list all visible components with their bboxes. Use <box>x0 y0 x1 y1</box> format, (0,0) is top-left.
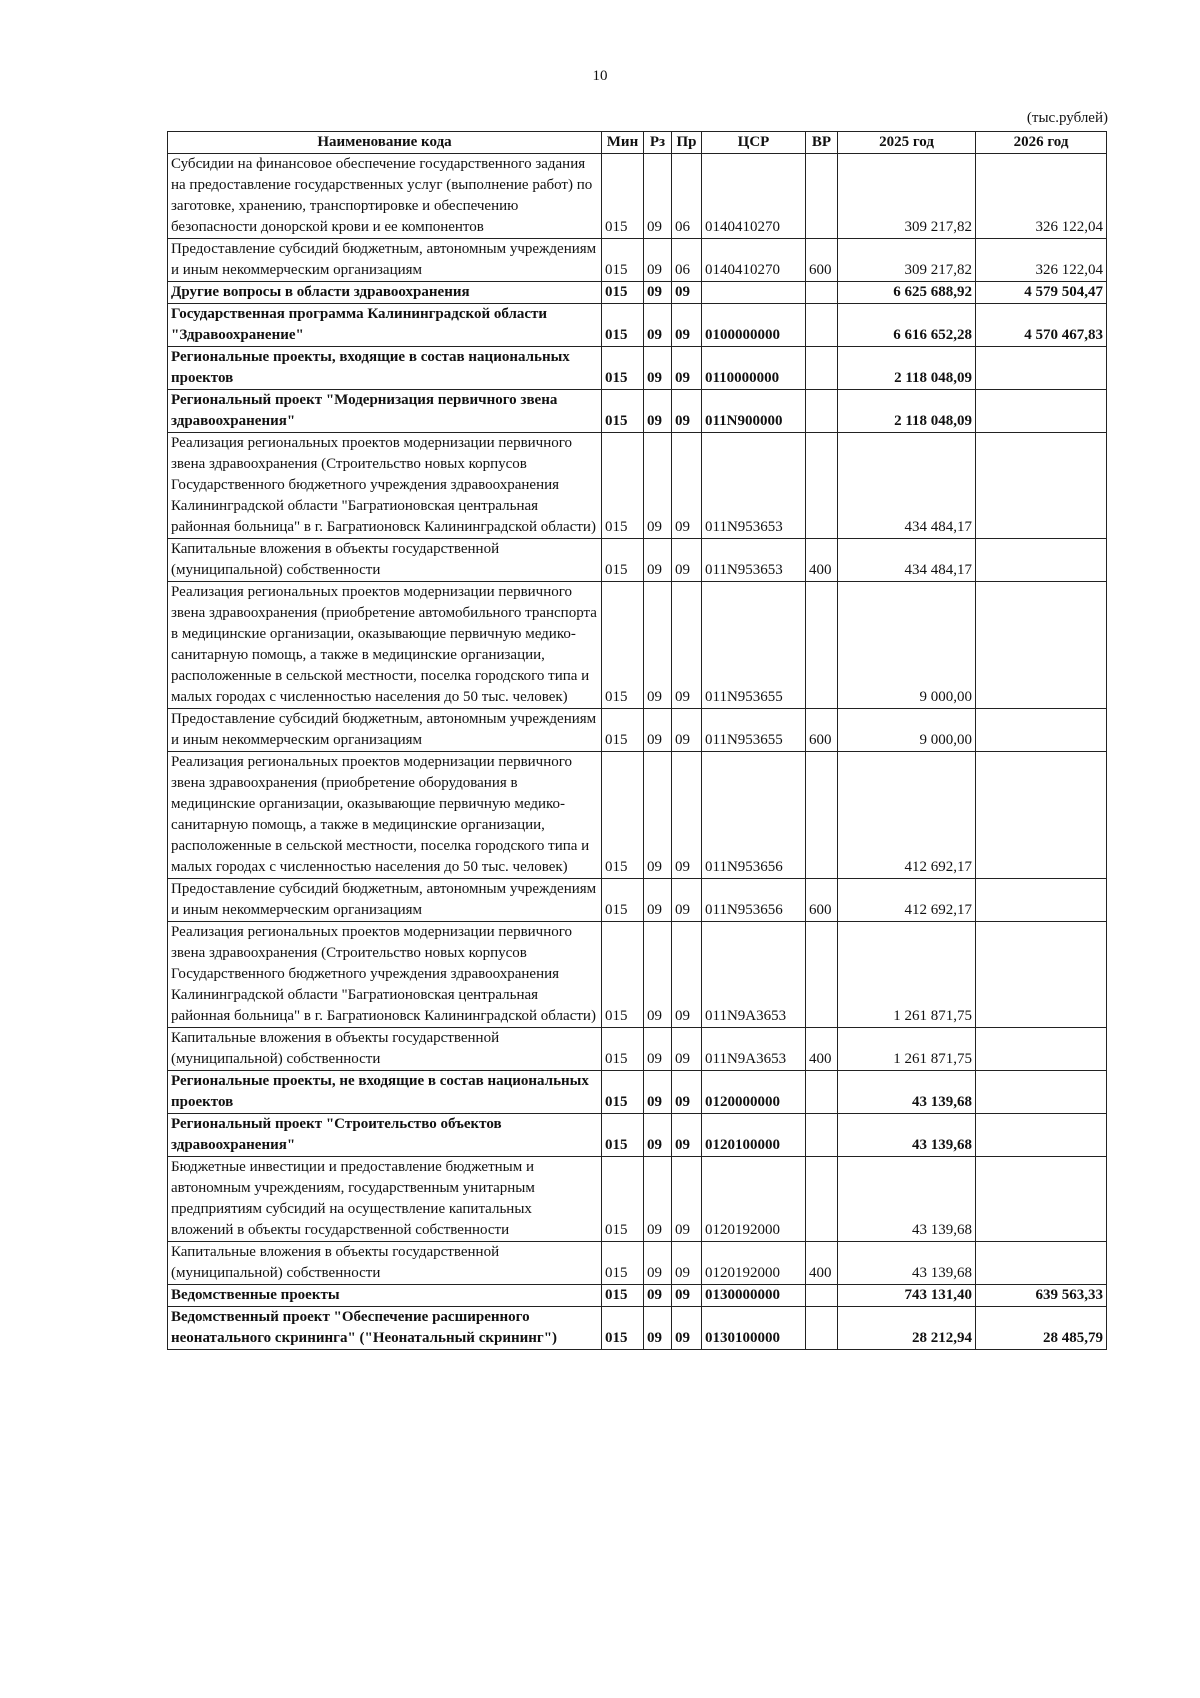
cell-vr <box>806 390 838 433</box>
cell-name: Региональный проект "Модернизация первичного звена здравоохранения" <box>168 390 602 433</box>
table-row <box>168 239 1107 282</box>
cell-min: 015 <box>602 433 644 539</box>
cell-vr: 400 <box>806 1028 838 1071</box>
cell-vr: 400 <box>806 1242 838 1285</box>
cell-csr: 011N953655 <box>702 582 806 709</box>
table-row <box>168 304 1107 347</box>
budget-table <box>167 131 1107 1350</box>
cell-min: 015 <box>602 879 644 922</box>
cell-rz: 09 <box>644 433 672 539</box>
cell-name: Реализация региональных проектов модернизации первичного звена здравоохранения (приобретение оборудования в медицинские организации, оказывающие первичную медико-санитарную помощь, а также в медицинские организации, расположенные в сельской местности, поселка городского типа и малых городах с численностью населения до 50 тыс. человек) <box>168 752 602 879</box>
cell-2025: 743 131,40 <box>838 1285 976 1307</box>
table-row <box>168 1242 1107 1285</box>
cell-vr <box>806 1307 838 1350</box>
cell-min: 015 <box>602 922 644 1028</box>
table-body <box>168 154 1107 1350</box>
cell-vr <box>806 282 838 304</box>
cell-min: 015 <box>602 752 644 879</box>
cell-rz: 09 <box>644 347 672 390</box>
cell-2026 <box>976 1157 1107 1242</box>
cell-pr: 09 <box>672 709 702 752</box>
cell-rz: 09 <box>644 304 672 347</box>
cell-csr: 0130100000 <box>702 1307 806 1350</box>
page-number: 10 <box>592 68 608 84</box>
cell-2025: 43 139,68 <box>838 1114 976 1157</box>
cell-rz: 09 <box>644 1242 672 1285</box>
cell-pr: 09 <box>672 1285 702 1307</box>
cell-rz: 09 <box>644 390 672 433</box>
cell-rz: 09 <box>644 709 672 752</box>
cell-min: 015 <box>602 390 644 433</box>
cell-vr: 600 <box>806 239 838 282</box>
cell-2026 <box>976 1071 1107 1114</box>
cell-2025: 6 625 688,92 <box>838 282 976 304</box>
cell-2026: 4 570 467,83 <box>976 304 1107 347</box>
col-header-rz: Рз <box>644 132 672 154</box>
cell-min: 015 <box>602 582 644 709</box>
cell-vr <box>806 433 838 539</box>
cell-pr: 09 <box>672 539 702 582</box>
cell-2025: 1 261 871,75 <box>838 1028 976 1071</box>
cell-csr: 011N953653 <box>702 539 806 582</box>
cell-pr: 09 <box>672 282 702 304</box>
cell-2025: 309 217,82 <box>838 239 976 282</box>
table-row <box>168 1285 1107 1307</box>
cell-csr <box>702 282 806 304</box>
cell-2026 <box>976 709 1107 752</box>
cell-2026: 326 122,04 <box>976 154 1107 239</box>
cell-csr: 011N953655 <box>702 709 806 752</box>
cell-vr <box>806 154 838 239</box>
cell-pr: 09 <box>672 390 702 433</box>
cell-pr: 09 <box>672 879 702 922</box>
units-label: (тыс.рублей) <box>1026 110 1108 126</box>
cell-rz: 09 <box>644 1114 672 1157</box>
cell-2025: 309 217,82 <box>838 154 976 239</box>
cell-name: Ведомственный проект "Обеспечение расширенного неонатального скрининга" ("Неонатальный скрининг") <box>168 1307 602 1350</box>
cell-csr: 0130000000 <box>702 1285 806 1307</box>
cell-vr <box>806 304 838 347</box>
cell-csr: 0120100000 <box>702 1114 806 1157</box>
cell-pr: 09 <box>672 1071 702 1114</box>
cell-min: 015 <box>602 154 644 239</box>
cell-pr: 09 <box>672 1307 702 1350</box>
cell-2026 <box>976 752 1107 879</box>
cell-2026 <box>976 879 1107 922</box>
cell-pr: 09 <box>672 347 702 390</box>
cell-vr <box>806 582 838 709</box>
table-row <box>168 1307 1107 1350</box>
cell-pr: 09 <box>672 1114 702 1157</box>
cell-name: Бюджетные инвестиции и предоставление бюджетным и автономным учреждениям, государственным унитарным предприятиям субсидий на осуществление капитальных вложений в объекты государственной собственности <box>168 1157 602 1242</box>
table-row <box>168 539 1107 582</box>
cell-pr: 09 <box>672 752 702 879</box>
cell-2026 <box>976 433 1107 539</box>
cell-name: Предоставление субсидий бюджетным, автономным учреждениям и иным некоммерческим организациям <box>168 239 602 282</box>
table-row <box>168 282 1107 304</box>
cell-name: Региональные проекты, не входящие в состав национальных проектов <box>168 1071 602 1114</box>
table-row <box>168 1071 1107 1114</box>
cell-2026 <box>976 1028 1107 1071</box>
cell-name: Реализация региональных проектов модернизации первичного звена здравоохранения (приобретение автомобильного транспорта в медицинские организации, оказывающие первичную медико-санитарную помощь, а также в медицинские организации, расположенные в сельской местности, поселка городского типа и малых городах с численностью населения до 50 тыс. человек) <box>168 582 602 709</box>
cell-pr: 09 <box>672 582 702 709</box>
cell-rz: 09 <box>644 239 672 282</box>
table-row <box>168 390 1107 433</box>
cell-2026 <box>976 347 1107 390</box>
cell-name: Капитальные вложения в объекты государственной (муниципальной) собственности <box>168 1242 602 1285</box>
cell-vr <box>806 1157 838 1242</box>
cell-min: 015 <box>602 239 644 282</box>
cell-csr: 0120192000 <box>702 1242 806 1285</box>
cell-rz: 09 <box>644 582 672 709</box>
cell-name: Предоставление субсидий бюджетным, автономным учреждениям и иным некоммерческим организациям <box>168 709 602 752</box>
cell-min: 015 <box>602 1028 644 1071</box>
table-row <box>168 922 1107 1028</box>
cell-2025: 2 118 048,09 <box>838 390 976 433</box>
cell-rz: 09 <box>644 1285 672 1307</box>
table-row <box>168 582 1107 709</box>
cell-name: Капитальные вложения в объекты государственной (муниципальной) собственности <box>168 1028 602 1071</box>
cell-2025: 43 139,68 <box>838 1157 976 1242</box>
cell-name: Субсидии на финансовое обеспечение государственного задания на предоставление государственных услуг (выполнение работ) по заготовке, хранению, транспортировке и обеспечению безопасности донорской крови и ее компонентов <box>168 154 602 239</box>
table-row <box>168 1157 1107 1242</box>
cell-vr <box>806 347 838 390</box>
cell-2025: 412 692,17 <box>838 879 976 922</box>
col-header-pr: Пр <box>672 132 702 154</box>
cell-name: Предоставление субсидий бюджетным, автономным учреждениям и иным некоммерческим организациям <box>168 879 602 922</box>
table-row <box>168 1114 1107 1157</box>
cell-pr: 09 <box>672 1028 702 1071</box>
cell-min: 015 <box>602 1285 644 1307</box>
cell-pr: 09 <box>672 1242 702 1285</box>
col-header-min: Мин <box>602 132 644 154</box>
cell-pr: 06 <box>672 239 702 282</box>
cell-2026: 4 579 504,47 <box>976 282 1107 304</box>
cell-2025: 43 139,68 <box>838 1242 976 1285</box>
cell-name: Реализация региональных проектов модернизации первичного звена здравоохранения (Строительство новых корпусов Государственного бюджетного учреждения здравоохранения Калининградской области "Багратионовская центральная районная больница" в г. Багратионовск Калининградской области) <box>168 922 602 1028</box>
cell-pr: 09 <box>672 922 702 1028</box>
cell-2026 <box>976 922 1107 1028</box>
cell-csr: 011N9A3653 <box>702 922 806 1028</box>
cell-vr: 600 <box>806 879 838 922</box>
cell-2026 <box>976 582 1107 709</box>
cell-2026: 326 122,04 <box>976 239 1107 282</box>
table-row <box>168 1028 1107 1071</box>
cell-rz: 09 <box>644 539 672 582</box>
cell-2025: 2 118 048,09 <box>838 347 976 390</box>
cell-2026 <box>976 390 1107 433</box>
col-header-2025: 2025 год <box>838 132 976 154</box>
cell-csr: 011N900000 <box>702 390 806 433</box>
cell-min: 015 <box>602 539 644 582</box>
cell-vr <box>806 1114 838 1157</box>
cell-pr: 09 <box>672 1157 702 1242</box>
cell-2025: 28 212,94 <box>838 1307 976 1350</box>
cell-2025: 9 000,00 <box>838 709 976 752</box>
cell-2026 <box>976 539 1107 582</box>
cell-name: Капитальные вложения в объекты государственной (муниципальной) собственности <box>168 539 602 582</box>
cell-rz: 09 <box>644 282 672 304</box>
cell-csr: 011N9A3653 <box>702 1028 806 1071</box>
col-header-name: Наименование кода <box>168 132 602 154</box>
cell-min: 015 <box>602 1307 644 1350</box>
cell-csr: 0100000000 <box>702 304 806 347</box>
table-header-row <box>168 132 1107 154</box>
cell-2025: 1 261 871,75 <box>838 922 976 1028</box>
cell-2026: 28 485,79 <box>976 1307 1107 1350</box>
cell-name: Государственная программа Калининградской области "Здравоохранение" <box>168 304 602 347</box>
cell-vr <box>806 922 838 1028</box>
cell-min: 015 <box>602 282 644 304</box>
cell-csr: 0110000000 <box>702 347 806 390</box>
cell-2025: 434 484,17 <box>838 433 976 539</box>
cell-2025: 434 484,17 <box>838 539 976 582</box>
cell-rz: 09 <box>644 879 672 922</box>
cell-csr: 0140410270 <box>702 154 806 239</box>
cell-min: 015 <box>602 1157 644 1242</box>
cell-min: 015 <box>602 304 644 347</box>
cell-csr: 011N953653 <box>702 433 806 539</box>
cell-vr <box>806 1071 838 1114</box>
table-row <box>168 879 1107 922</box>
cell-vr <box>806 752 838 879</box>
cell-rz: 09 <box>644 752 672 879</box>
cell-pr: 09 <box>672 433 702 539</box>
cell-2025: 43 139,68 <box>838 1071 976 1114</box>
cell-2025: 9 000,00 <box>838 582 976 709</box>
cell-name: Региональный проект "Строительство объектов здравоохранения" <box>168 1114 602 1157</box>
cell-csr: 011N953656 <box>702 879 806 922</box>
cell-vr <box>806 1285 838 1307</box>
cell-vr: 600 <box>806 709 838 752</box>
cell-2025: 412 692,17 <box>838 752 976 879</box>
cell-vr: 400 <box>806 539 838 582</box>
cell-csr: 0120000000 <box>702 1071 806 1114</box>
cell-rz: 09 <box>644 1157 672 1242</box>
cell-csr: 0120192000 <box>702 1157 806 1242</box>
table-row <box>168 752 1107 879</box>
cell-name: Региональные проекты, входящие в состав национальных проектов <box>168 347 602 390</box>
cell-min: 015 <box>602 1071 644 1114</box>
cell-rz: 09 <box>644 1028 672 1071</box>
col-header-vr: ВР <box>806 132 838 154</box>
table-row <box>168 154 1107 239</box>
col-header-2026: 2026 год <box>976 132 1107 154</box>
cell-csr: 011N953656 <box>702 752 806 879</box>
cell-2025: 6 616 652,28 <box>838 304 976 347</box>
cell-rz: 09 <box>644 154 672 239</box>
col-header-csr: ЦСР <box>702 132 806 154</box>
cell-2026 <box>976 1114 1107 1157</box>
table-row <box>168 347 1107 390</box>
cell-2026 <box>976 1242 1107 1285</box>
cell-min: 015 <box>602 1114 644 1157</box>
cell-min: 015 <box>602 1242 644 1285</box>
cell-pr: 09 <box>672 304 702 347</box>
cell-name: Реализация региональных проектов модернизации первичного звена здравоохранения (Строительство новых корпусов Государственного бюджетного учреждения здравоохранения Калининградской области "Багратионовская центральная районная больница" в г. Багратионовск Калининградской области) <box>168 433 602 539</box>
table-row <box>168 433 1107 539</box>
cell-name: Ведомственные проекты <box>168 1285 602 1307</box>
cell-2026: 639 563,33 <box>976 1285 1107 1307</box>
cell-rz: 09 <box>644 1307 672 1350</box>
cell-min: 015 <box>602 709 644 752</box>
cell-rz: 09 <box>644 1071 672 1114</box>
cell-min: 015 <box>602 347 644 390</box>
table-row <box>168 709 1107 752</box>
cell-name: Другие вопросы в области здравоохранения <box>168 282 602 304</box>
cell-csr: 0140410270 <box>702 239 806 282</box>
cell-rz: 09 <box>644 922 672 1028</box>
cell-pr: 06 <box>672 154 702 239</box>
